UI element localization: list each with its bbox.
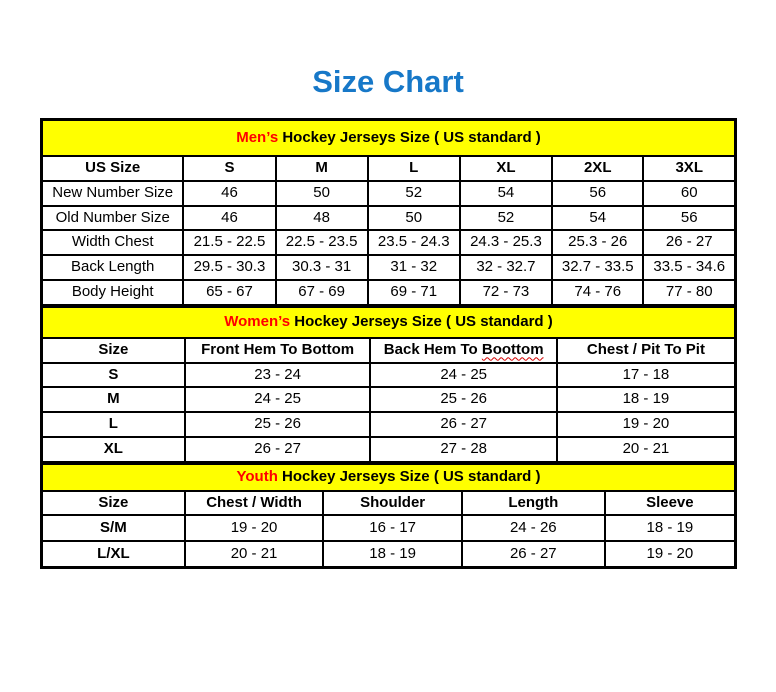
youth-banner-row	[42, 464, 735, 491]
mens-value-cell: 30.3 - 31	[276, 255, 368, 280]
womens-column-header-2	[370, 338, 556, 363]
youth-value-cell: 24 - 26	[462, 515, 605, 541]
womens-row-1	[42, 387, 735, 412]
mens-value-cell: 52	[368, 181, 460, 206]
mens-value-cell: 69 - 71	[368, 280, 460, 305]
mens-banner-text: Hockey Jerseys Size ( US standard )	[278, 128, 541, 146]
youth-row-label: S/M	[42, 515, 185, 541]
mens-row-label: Old Number Size	[42, 206, 183, 231]
youth-column-header-2: Shoulder	[323, 491, 462, 516]
column-header-text: Back Hem To	[383, 340, 482, 358]
mens-value-cell: 32 - 32.7	[460, 255, 552, 280]
youth-banner-highlight: Youth	[236, 467, 278, 485]
mens-value-cell: 50	[276, 181, 368, 206]
mens-column-header-4: XL	[460, 156, 552, 181]
womens-row-label: XL	[42, 437, 185, 462]
mens-row-3	[42, 255, 735, 280]
womens-row-label: L	[42, 412, 185, 437]
womens-column-header-0: Size	[42, 338, 185, 363]
mens-column-header-0: US Size	[42, 156, 183, 181]
youth-column-header-0: Size	[42, 491, 185, 516]
youth-row-1	[42, 541, 735, 567]
youth-value-cell: 20 - 21	[185, 541, 324, 567]
womens-value-cell: 23 - 24	[185, 363, 371, 388]
youth-column-header-3: Length	[462, 491, 605, 516]
mens-value-cell: 25.3 - 26	[552, 230, 643, 255]
youth-value-cell: 18 - 19	[605, 515, 735, 541]
youth-value-cell: 26 - 27	[462, 541, 605, 567]
youth-banner-text: Hockey Jerseys Size ( US standard )	[277, 467, 541, 485]
youth-row-0	[42, 515, 735, 541]
mens-column-header-5: 2XL	[552, 156, 643, 181]
mens-banner	[42, 120, 735, 156]
mens-value-cell: 22.5 - 23.5	[276, 230, 368, 255]
womens-row-0	[42, 363, 735, 388]
womens-header-row	[42, 338, 735, 363]
mens-column-header-3: L	[368, 156, 460, 181]
mens-value-cell: 72 - 73	[460, 280, 552, 305]
mens-column-header-1: S	[183, 156, 275, 181]
womens-value-cell: 27 - 28	[370, 437, 556, 462]
mens-value-cell: 24.3 - 25.3	[460, 230, 552, 255]
mens-value-cell: 29.5 - 30.3	[183, 255, 275, 280]
mens-value-cell: 77 - 80	[643, 280, 735, 305]
page-title: Size Chart	[312, 64, 464, 99]
mens-row-1	[42, 206, 735, 231]
mens-column-header-2: M	[276, 156, 368, 181]
womens-banner-highlight: Women’s	[224, 312, 291, 330]
mens-value-cell: 54	[460, 181, 552, 206]
womens-value-cell: 17 - 18	[557, 363, 735, 388]
size-chart-tables	[40, 118, 737, 569]
mens-row-4	[42, 280, 735, 305]
womens-value-cell: 18 - 19	[557, 387, 735, 412]
mens-value-cell: 54	[552, 206, 643, 231]
youth-banner	[42, 464, 735, 491]
youth-value-cell: 19 - 20	[185, 515, 324, 541]
mens-size-table	[41, 119, 736, 306]
womens-value-cell: 24 - 25	[185, 387, 371, 412]
womens-value-cell: 20 - 21	[557, 437, 735, 462]
mens-value-cell: 31 - 32	[368, 255, 460, 280]
womens-value-cell: 25 - 26	[185, 412, 371, 437]
womens-value-cell: 26 - 27	[370, 412, 556, 437]
mens-value-cell: 50	[368, 206, 460, 231]
womens-column-header-1: Front Hem To Bottom	[185, 338, 371, 363]
mens-value-cell: 67 - 69	[276, 280, 368, 305]
mens-value-cell: 46	[183, 206, 275, 231]
womens-banner-text: Hockey Jerseys Size ( US standard )	[290, 312, 553, 330]
mens-row-label: New Number Size	[42, 181, 183, 206]
mens-value-cell: 56	[552, 181, 643, 206]
youth-header-row	[42, 491, 735, 516]
youth-column-header-1: Chest / Width	[185, 491, 324, 516]
mens-value-cell: 56	[643, 206, 735, 231]
mens-value-cell: 48	[276, 206, 368, 231]
mens-value-cell: 33.5 - 34.6	[643, 255, 735, 280]
mens-row-label: Back Length	[42, 255, 183, 280]
womens-value-cell: 24 - 25	[370, 363, 556, 388]
mens-row-label: Width Chest	[42, 230, 183, 255]
mens-header-row	[42, 156, 735, 181]
womens-value-cell: 19 - 20	[557, 412, 735, 437]
mens-value-cell: 74 - 76	[552, 280, 643, 305]
youth-row-label: L/XL	[42, 541, 185, 567]
womens-value-cell: 25 - 26	[370, 387, 556, 412]
mens-value-cell: 52	[460, 206, 552, 231]
mens-banner-row	[42, 120, 735, 156]
mens-value-cell: 65 - 67	[183, 280, 275, 305]
womens-row-3	[42, 437, 735, 462]
youth-value-cell: 16 - 17	[323, 515, 462, 541]
mens-row-0	[42, 181, 735, 206]
mens-row-label: Body Height	[42, 280, 183, 305]
youth-value-cell: 18 - 19	[323, 541, 462, 567]
womens-banner	[42, 307, 735, 338]
youth-value-cell: 19 - 20	[605, 541, 735, 567]
mens-value-cell: 46	[183, 181, 275, 206]
youth-size-table	[41, 463, 736, 569]
womens-row-label: M	[42, 387, 185, 412]
youth-column-header-4: Sleeve	[605, 491, 735, 516]
womens-size-table	[41, 306, 736, 463]
mens-value-cell: 21.5 - 22.5	[183, 230, 275, 255]
womens-column-header-3: Chest / Pit To Pit	[557, 338, 735, 363]
mens-value-cell: 60	[643, 181, 735, 206]
womens-row-label: S	[42, 363, 185, 388]
mens-value-cell: 23.5 - 24.3	[368, 230, 460, 255]
womens-row-2	[42, 412, 735, 437]
mens-row-2	[42, 230, 735, 255]
mens-banner-highlight: Men’s	[236, 128, 279, 146]
womens-banner-row	[42, 307, 735, 338]
misspelled-word: Boottom	[481, 340, 544, 358]
mens-column-header-6: 3XL	[643, 156, 735, 181]
mens-value-cell: 32.7 - 33.5	[552, 255, 643, 280]
mens-value-cell: 26 - 27	[643, 230, 735, 255]
womens-value-cell: 26 - 27	[185, 437, 371, 462]
